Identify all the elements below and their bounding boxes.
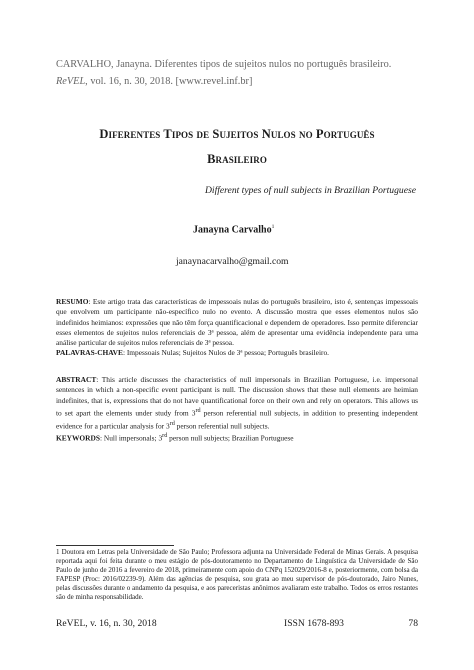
- palavras-chave-label: PALAVRAS-CHAVE: [56, 348, 123, 358]
- resumo-block: [56, 297, 418, 359]
- author-email: janaynacarvalho@gmail.com: [176, 256, 289, 267]
- keywords-sup: rd: [162, 433, 168, 440]
- abstract-text-a: : This article discusses the characteristics of null impersonals in Brazilian Portuguese, i.e. impersonal sentences in which a non-specific event participant is null. The discussion shows that these null elements are heimian indefinites, that is, expressions that do not have quantificational force on their own and rely on operators. This allows us to set apart the elements under study from 3: [56, 375, 418, 418]
- footnote-marker: 1: [56, 548, 60, 556]
- resumo-text: : Este artigo trata das características de impessoais nulas do português brasileiro, isto é, sentenças impessoais que envolvem um participante não-específico nulo no evento. A discussão mostra que esses elementos nulos são indefinidos heimianos: expressões que não têm força quantificacional e dependem de operadores. Isso permite diferenciar esses elementos de sujeitos nulos referenciais de 3ª pessoa, além de apresentar uma evidência independente para uma análise particular de sujeitos nulos referenciais de 3ª pessoa.: [56, 297, 418, 348]
- citation-line-2: , vol. 16, n. 30, 2018. [www.revel.inf.br]: [85, 76, 253, 87]
- abstract-sup-2: rd: [169, 420, 175, 427]
- footer-page-number: 78: [408, 618, 418, 629]
- citation-header: [56, 56, 418, 90]
- citation-line-1: CARVALHO, Janayna. Diferentes tipos de sujeitos nulos no português brasileiro.: [56, 59, 392, 70]
- abstract-label: ABSTRACT: [56, 375, 97, 384]
- palavras-chave-text: : Impessoais Nulas; Sujeitos Nulos de 3ª pessoa; Português brasileiro.: [122, 348, 330, 358]
- keywords-text-b: person null subjects; Brazilian Portuguese: [167, 433, 294, 443]
- citation-venue: ReVEL: [56, 76, 86, 87]
- english-title: Different types of null subjects in Brazilian Portuguese: [205, 185, 416, 196]
- keywords-label: KEYWORDS: [56, 433, 100, 443]
- page-footer: [56, 617, 418, 631]
- footer-journal: ReVEL, v. 16, n. 30, 2018: [56, 618, 157, 629]
- footnote-text: Doutora em Letras pela Universidade de São Paulo; Professora adjunta na Universidade Federal de Minas Gerais. A pesquisa reportada aqui foi feita durante o meu estágio de pós-doutoramento no Departamento de Linguística da Universidade de São Paulo de junho de 2016 a fevereiro de 2018, primeiramente com apoio do CNPq 152029/2016-8 e, posteriormente, com bolsa da FAPESP (Proc: 2016/02239-9). Além das agências de pesquisa, sou grata ao meu supervisor de pós-doutorado, Jairo Nunes, pelas discussões durante o andamento da pesquisa, e aos pareceristas anônimos avaliaram este trabalho. Todos os erros restantes são de minha responsabilidade.: [56, 548, 418, 602]
- paper-title-line-1: Diferentes Tipos de Sujeitos Nulos no Português: [99, 127, 375, 141]
- footer-issn: ISSN 1678-893: [284, 618, 344, 629]
- abstract-text-c: person referential null subjects.: [174, 421, 270, 431]
- author-footnote-marker: 1: [271, 224, 275, 230]
- abstract-sup-1: rd: [195, 407, 201, 414]
- author-line: [193, 221, 274, 236]
- keywords-text-a: : Null impersonals; 3: [99, 433, 163, 443]
- abstract-block: [56, 375, 418, 444]
- resumo-label: RESUMO: [56, 297, 89, 306]
- paper-title: [56, 122, 418, 172]
- abstract-text-b: person referential null subjects, in addition to presenting independent evidence for a particular analysis for 3: [56, 408, 418, 431]
- paper-title-line-2: Brasileiro: [207, 152, 267, 166]
- author-name: Janayna Carvalho: [193, 224, 272, 236]
- footnote-divider: [56, 545, 174, 546]
- footnote: [56, 548, 418, 603]
